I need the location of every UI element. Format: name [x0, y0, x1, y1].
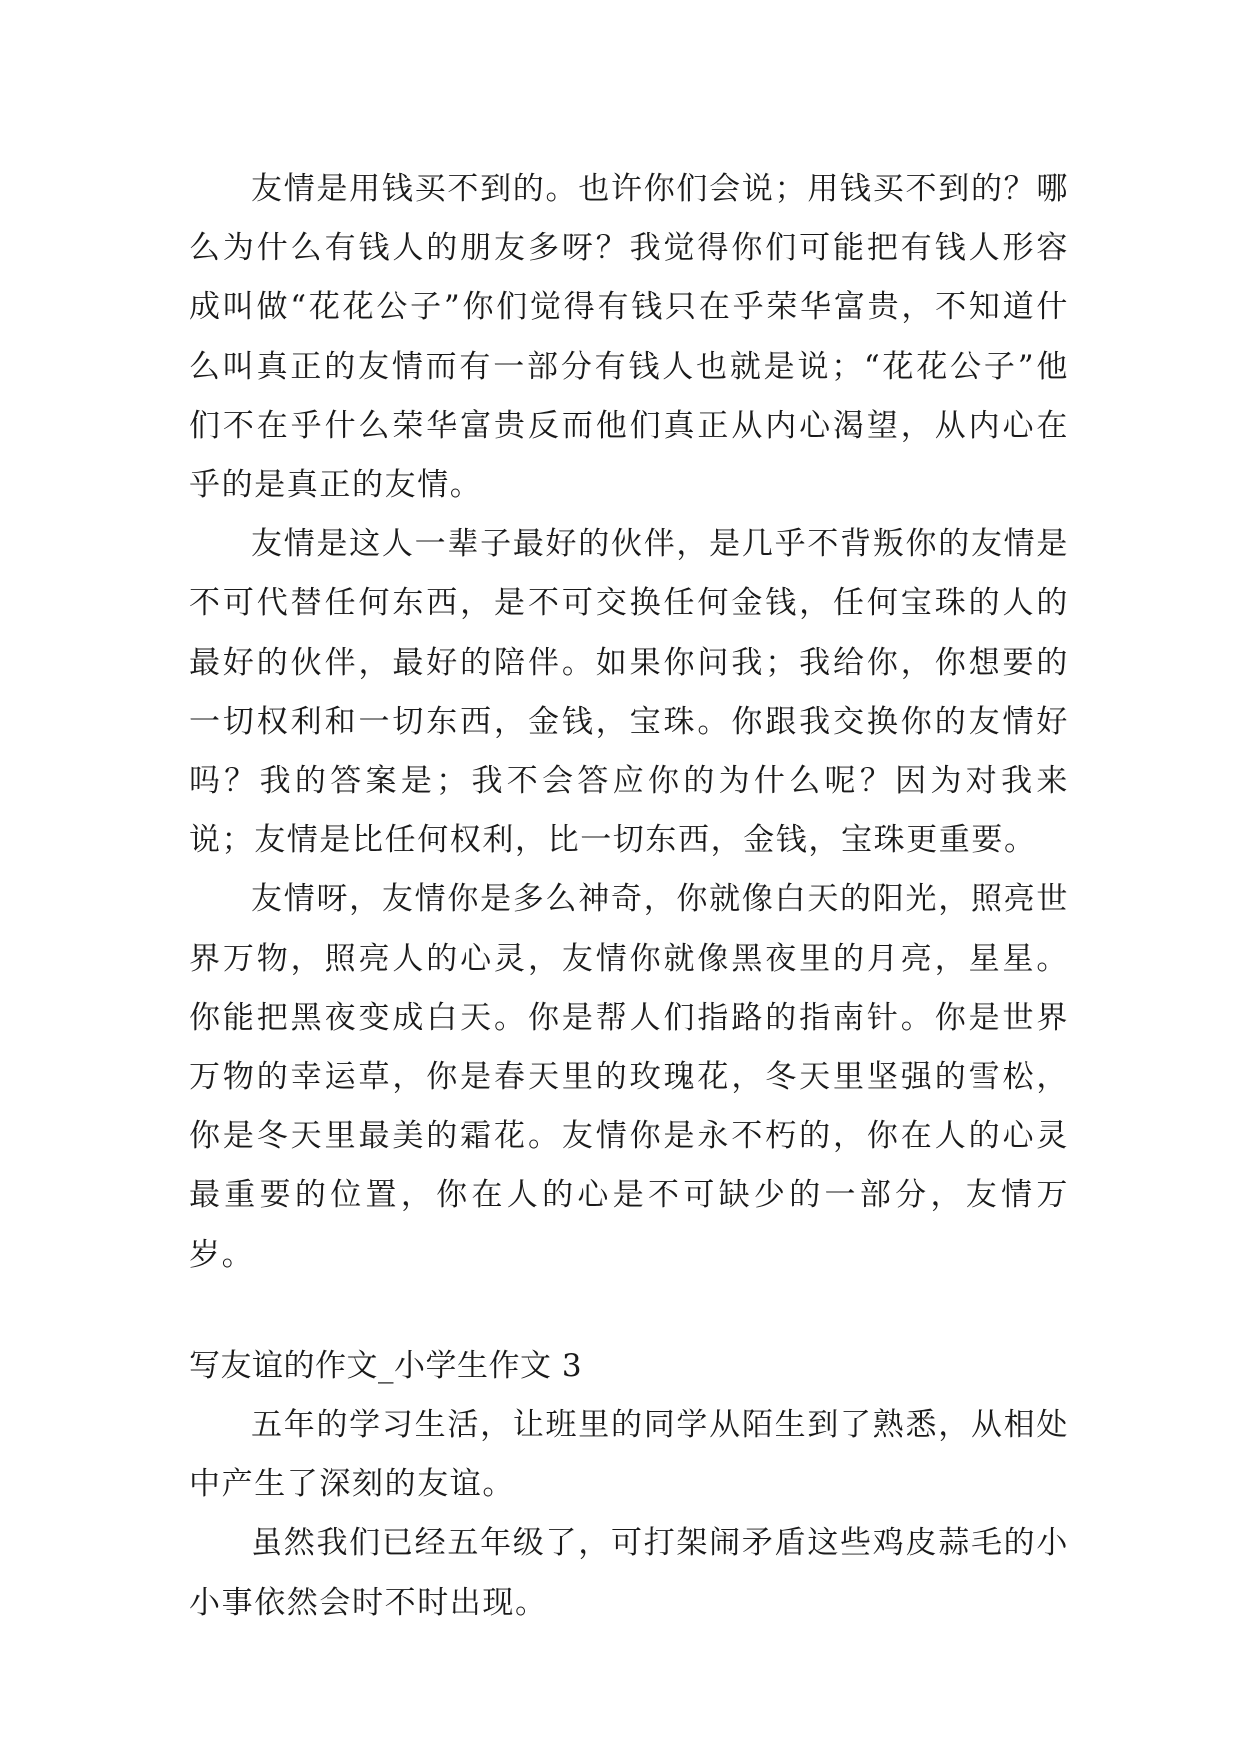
paragraph-friendship-magic: 友情呀，友情你是多么神奇，你就像白天的阳光，照亮世界万物，照亮人的心灵，友情你就像黑夜里的月亮，星星。你能把黑夜变成白天。你是帮人们指路的指南针。你是世界万物的幸运草，你是春天里的玫瑰花，冬天里坚强的雪松，你是冬天里最美的霜花。友情你是永不朽的，你在人的心灵最重要的位置，你在人的心是不可缺少的一部分，友情万岁。: [189, 881, 1069, 1273]
paragraph-five-years-study: 五年的学习生活，让班里的同学从陌生到了熟悉，从相处中产生了深刻的友谊。: [189, 1407, 1069, 1503]
paragraph-money-cannot-buy-friendship: 友情是用钱买不到的。也许你们会说；用钱买不到的？哪么为什么有钱人的朋友多呀？我觉得你们可能把有钱人形容成叫做“花花公子”你们觉得有钱只在乎荣华富贵，不知道什么叫真正的友情而有一部分有钱人也就是说；“花花公子”他们不在乎什么荣华富贵反而他们真正从内心渴望，从内心在乎的是真正的友情。: [189, 171, 1069, 504]
paragraph-best-companion: 友情是这人一辈子最好的伙伴，是几乎不背叛你的友情是不可代替任何东西，是不可交换任何金钱，任何宝珠的人的最好的伙伴，最好的陪伴。如果你问我；我给你，你想要的一切权利和一切东西，金钱，宝珠。你跟我交换你的友情好吗？我的答案是；我不会答应你的为什么呢？因为对我来说；友情是比任何权利，比一切东西，金钱，宝珠更重要。: [189, 526, 1069, 859]
section-title: 写友谊的作文_小学生作文 3: [189, 1347, 583, 1384]
document-body: [189, 160, 1069, 1633]
paragraph-small-quarrels: 虽然我们已经五年级了，可打架闹矛盾这些鸡皮蒜毛的小小事依然会时不时出现。: [189, 1525, 1069, 1621]
